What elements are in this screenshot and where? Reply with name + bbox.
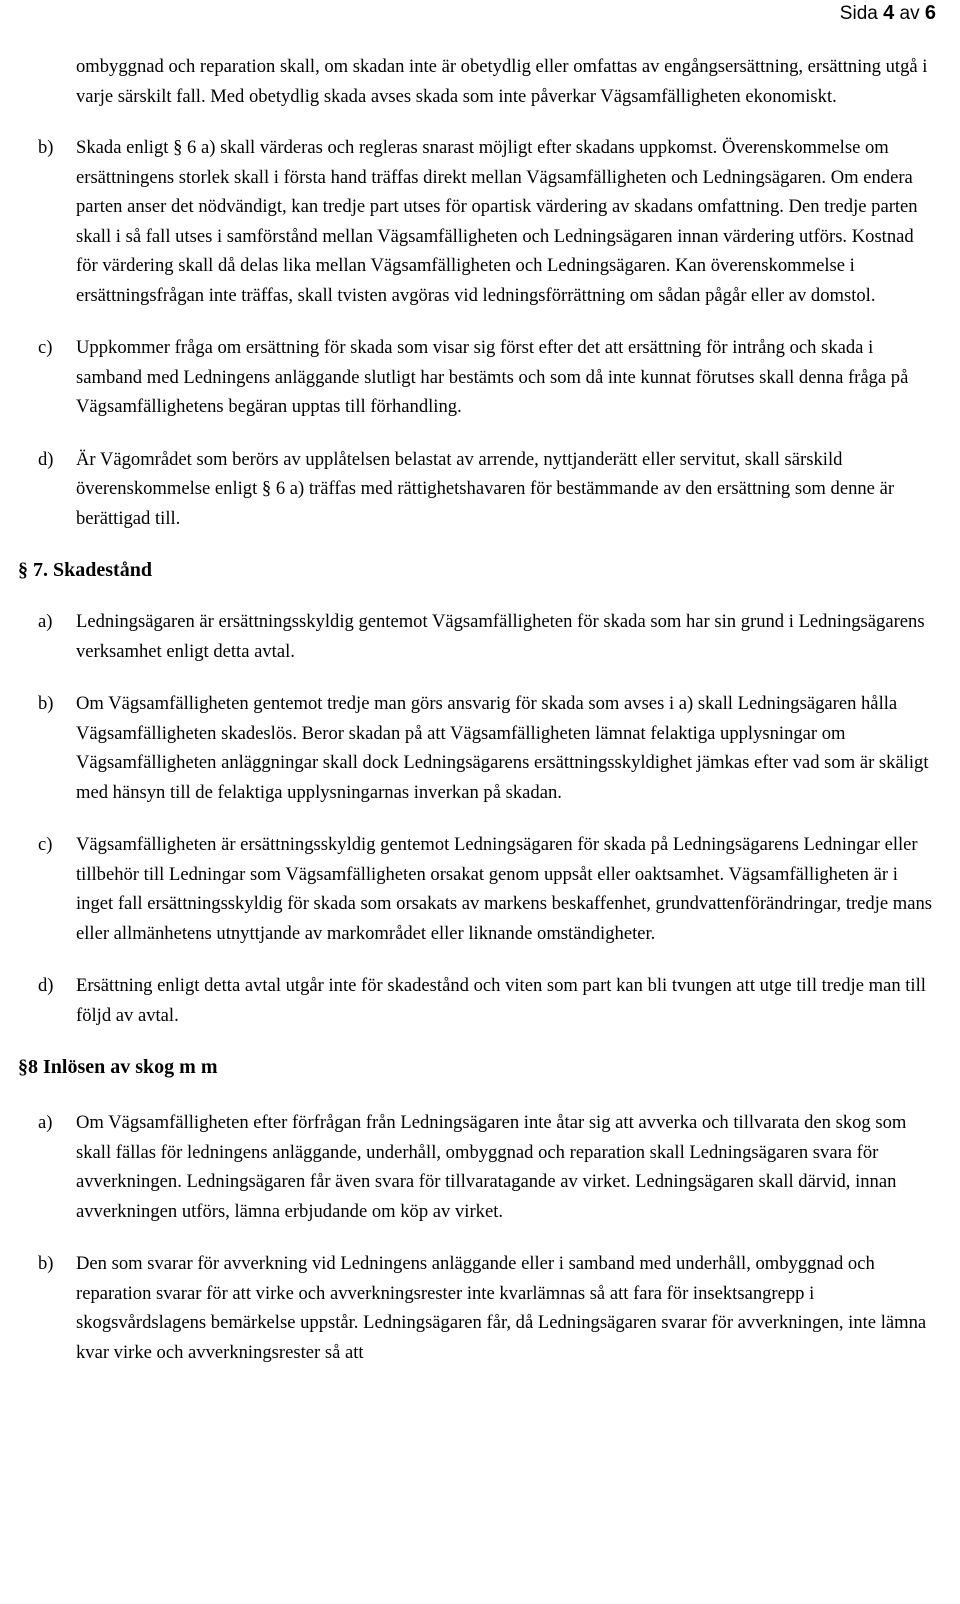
page-number [840,2,936,25]
item-label: b) [38,693,54,714]
list-item [38,445,938,534]
item-text: Den som svarar för avverkning vid Ledningens anläggande eller i samband med underhåll, ombyggnad och reparation svarar för att virke och avverkningsrester inte kvarlämnas så att fara för insektsangrepp i skogsvårdslagens bemärkelse uppstår. Ledningsägaren får, då Ledningsägaren svarar för avverkningen, inte lämna kvar virke och avverkningsrester så att [76,1253,927,1363]
list-item [38,971,938,1030]
page-prefix: Sida [839,3,878,24]
document-body [18,52,938,1390]
list-item [38,1249,938,1367]
item-label: a) [38,1112,53,1133]
intro-paragraph: ombyggnad och reparation skall, om skadan inte är obetydlig eller omfattas av engångsersättning, ersättning utgå i varje särskilt fall. Med obetydlig skada avses skada som inte påverkar Vägsamfälligheten ekonomiskt. [76,56,928,107]
item-text: Är Vägområdet som berörs av upplåtelsen belastat av arrende, nyttjanderätt eller servitut, skall särskild överenskommelse enligt § 6 a) träffas med rättighetshavaren för bestämmande av den ersättning som denne är berättigad till. [76,448,895,529]
item-text: Ledningsägaren är ersättningsskyldig gentemot Vägsamfälligheten för skada som har sin grund i Ledningsägarens verksamhet enligt detta avtal. [76,611,925,662]
item-text: Ersättning enligt detta avtal utgår inte för skadestånd och viten som part kan bli tvungen att utge till tredje man till följd av avtal. [76,975,926,1026]
item-text: Skada enligt § 6 a) skall värderas och regleras snarast möjligt efter skadans uppkomst. Överenskommelse om ersättningens storlek skall i första hand träffas direkt mellan Vägsamfälligheten och Ledningsägaren. Om endera parten anser det nödvändigt, kan tredje part utses för opartisk värdering av skadans omfattning. Den tredje parten skall i så fall utses i samförstånd mellan Vägsamfälligheten och Ledningsägaren innan värdering utförs. Kostnad för värdering skall då delas lika mellan Vägsamfälligheten och Ledningsägaren. Kan överenskommelse i ersättningsfrågan inte träffas, skall tvisten avgöras vid ledningsförrättning om sådan pågår eller av domstol. [76,137,918,306]
item-label: c) [38,337,53,358]
item-text: Om Vägsamfälligheten efter förfrågan från Ledningsägaren inte åtar sig att avverka och tillvarata den skog som skall fällas för ledningens anläggande, underhåll, ombyggnad och reparation skall Ledningsägaren svara för avverkningen. Ledningsägaren får även svara för tillvaratagande av virket. Ledningsägaren skall därvid, innan avverkningen utförs, lämna erbjudande om köp av virket. [76,1112,907,1222]
list-item [38,133,938,310]
item-text: Om Vägsamfälligheten gentemot tredje man görs ansvarig för skada som avses i a) skall Ledningsägaren hålla Vägsamfälligheten skadeslös. Beror skadan på att Vägsamfälligheten lämnat felaktiga upplysningar om Vägsamfälligheten anläggningar skall dock Ledningsägarens ersättningsskyldighet jämkas efter vad som är skäligt med hänsyn till de felaktiga upplysningarnas inverkan på skadan. [76,693,929,803]
item-label: a) [38,611,53,632]
item-label: b) [38,137,54,158]
list-item [38,689,938,807]
page-sep: av [899,3,920,24]
page-current: 4 [883,2,895,24]
page-total: 6 [924,2,936,24]
section-7-heading: § 7. Skadestånd [18,559,152,581]
item-label: d) [38,975,54,996]
item-label: b) [38,1253,54,1274]
section-8-heading: §8 Inlösen av skog m m [18,1056,218,1078]
item-label: d) [38,448,54,470]
list-item [38,333,938,422]
list-item [38,607,938,666]
list-item [38,1108,938,1226]
list-item [38,830,938,948]
item-text: Vägsamfälligheten är ersättningsskyldig gentemot Ledningsägaren för skada på Ledningsägarens Ledningar eller tillbehör till Ledningar som Vägsamfälligheten orsakat genom uppsåt eller oaktsamhet. Vägsamfälligheten är i inget fall ersättningsskyldig för skada som orsakats av markens beskaffenhet, grundvattenförändringar, tredje mans eller allmänhetens utnyttjande av markområdet eller liknande omständigheter. [76,834,933,944]
item-text: Uppkommer fråga om ersättning för skada som visar sig först efter det att ersättning för intrång och skada i samband med Ledningens anläggande slutligt har bestämts och som då inte kunnat förutses skall denna fråga på Vägsamfällighetens begäran upptas till förhandling. [76,337,909,417]
item-label: c) [38,834,53,855]
